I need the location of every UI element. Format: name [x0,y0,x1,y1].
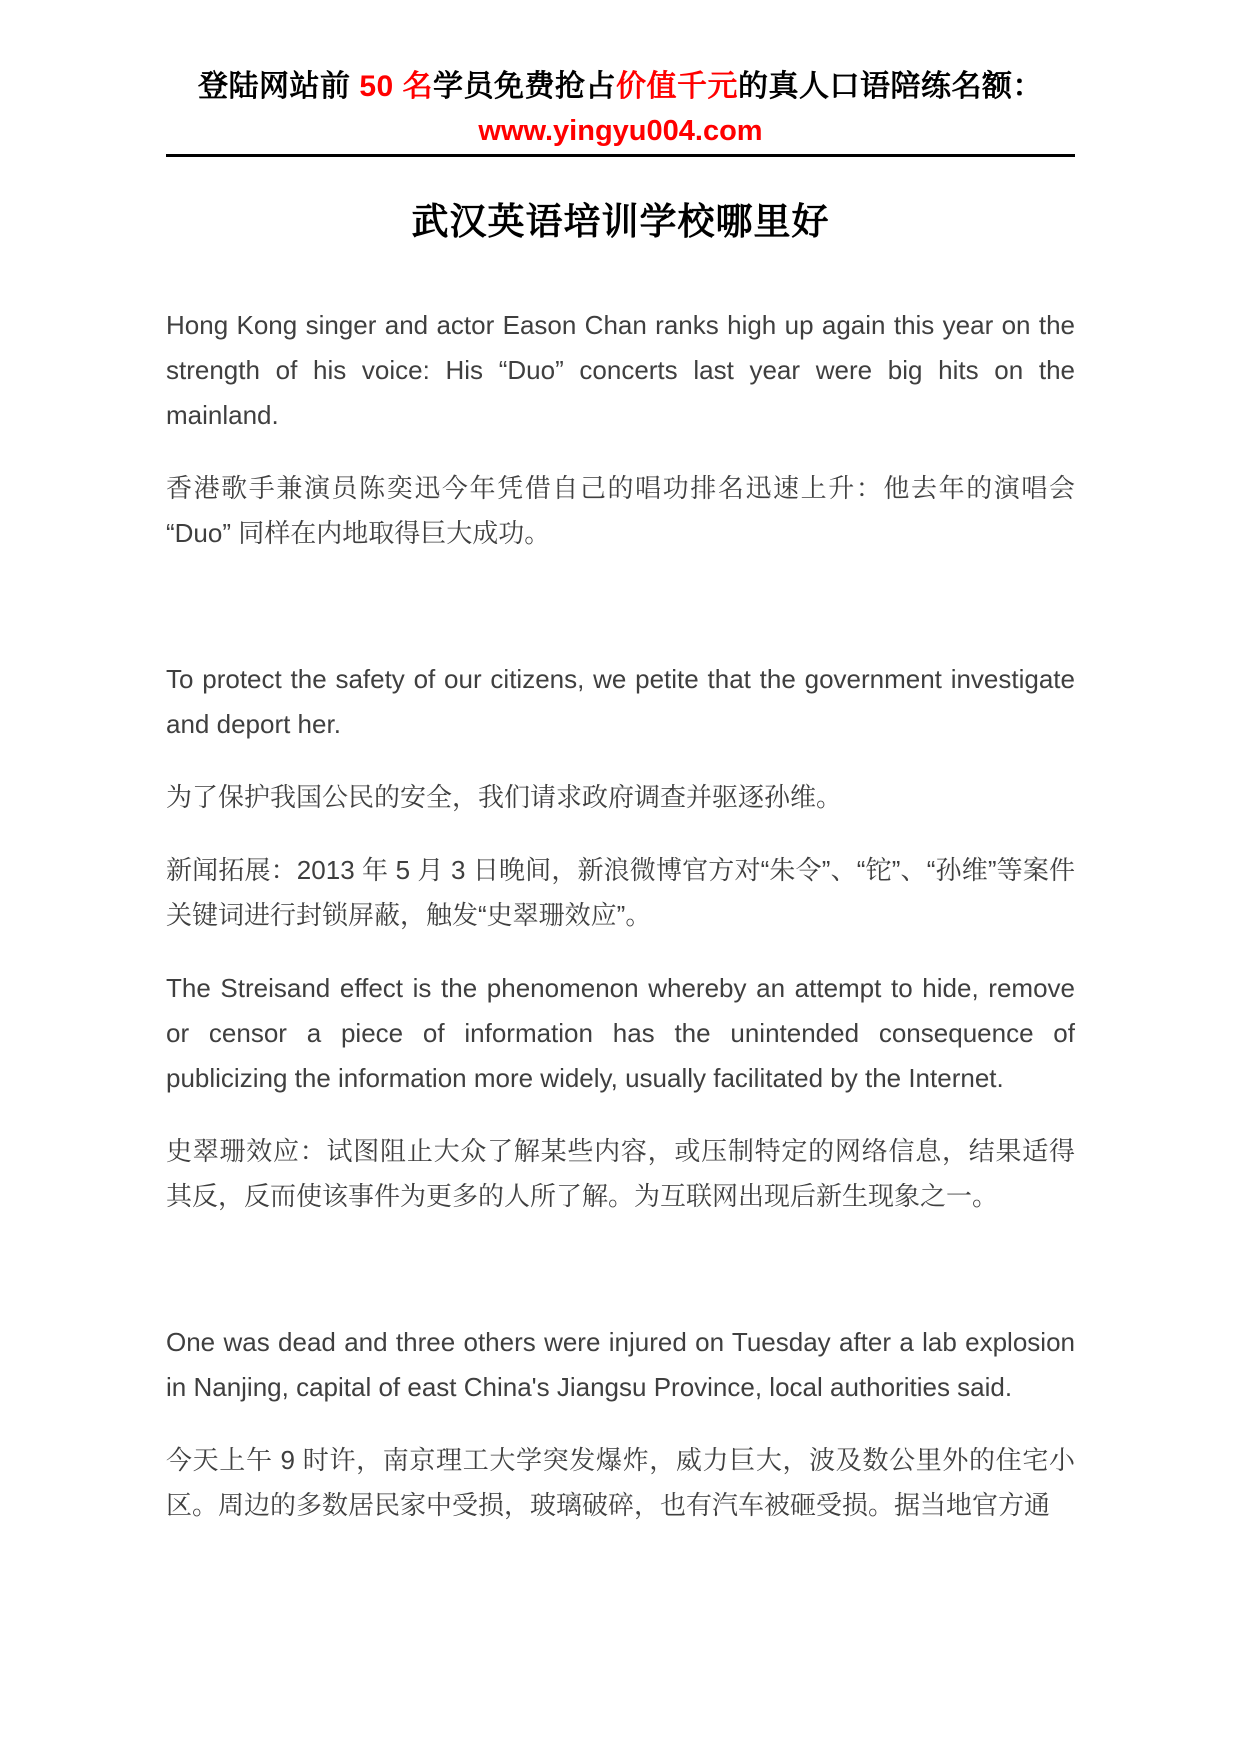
promo-text [166,66,1075,108]
paragraph-en-protect-citizens: To protect the safety of our citizens, we petite that the government investigate and deport her. [166,664,1075,739]
paragraph-zh-streisand-effect: 史翠珊效应：试图阻止大众了解某些内容，或压制特定的网络信息，结果适得其反，反而使该事件为更多的人所了解。为互联网出现后新生现象之一。 [166,1136,1075,1211]
promo-text-segment-highlight: 50 名 [359,70,434,103]
promo-header [166,66,1075,157]
paragraph-zh-lab-explosion: 今天上午 9 时许，南京理工大学突发爆炸，威力巨大，波及数公里外的住宅小区。周边的多数居民家中受损，玻璃破碎，也有汽车被砸受损。据当地官方通 [166,1445,1075,1520]
paragraph-zh-protect-citizens: 为了保护我国公民的安全，我们请求政府调查并驱逐孙维。 [166,782,843,812]
paragraph-en-lab-explosion: One was dead and three others were injured on Tuesday after a lab explosion in Nanjing, capital of east China's Jiangsu Province, local authorities said. [166,1327,1075,1402]
promo-text-segment-highlight: 价值千元 [616,70,739,103]
paragraph-zh-eason-chan: 香港歌手兼演员陈奕迅今年凭借自己的唱功排名迅速上升：他去年的演唱会 “Duo” 同样在内地取得巨大成功。 [166,473,1075,548]
empty-paragraph [166,584,1075,629]
promo-text-segment: 学员免费抢占 [433,70,617,103]
paragraph-en-streisand-effect: The Streisand effect is the phenomenon whereby an attempt to hide, remove or censor a piece of information has the unintended consequence of publicizing the information more widely, usually facilitated by the Internet. [166,973,1075,1093]
promo-text-segment: 的真人口语陪练名额： [738,70,1044,103]
paragraph-en-eason-chan: Hong Kong singer and actor Eason Chan ranks high up again this year on the strength of his voice: His “Duo” concerts last year were big hits on the mainland. [166,310,1075,430]
promo-url-link[interactable]: www.yingyu004.com [478,115,763,147]
article-body [166,303,1075,1528]
promo-text-segment: 登陆网站前 [197,70,360,103]
paragraph-zh-news-expansion: 新闻拓展：2013 年 5 月 3 日晚间，新浪微博官方对“朱令”、“铊”、“孙维”等案件关键词进行封锁屏蔽，触发“史翠珊效应”。 [166,855,1075,930]
empty-paragraph [166,1247,1075,1292]
page-title: 武汉英语培训学校哪里好 [411,201,830,242]
header-divider [166,154,1075,157]
